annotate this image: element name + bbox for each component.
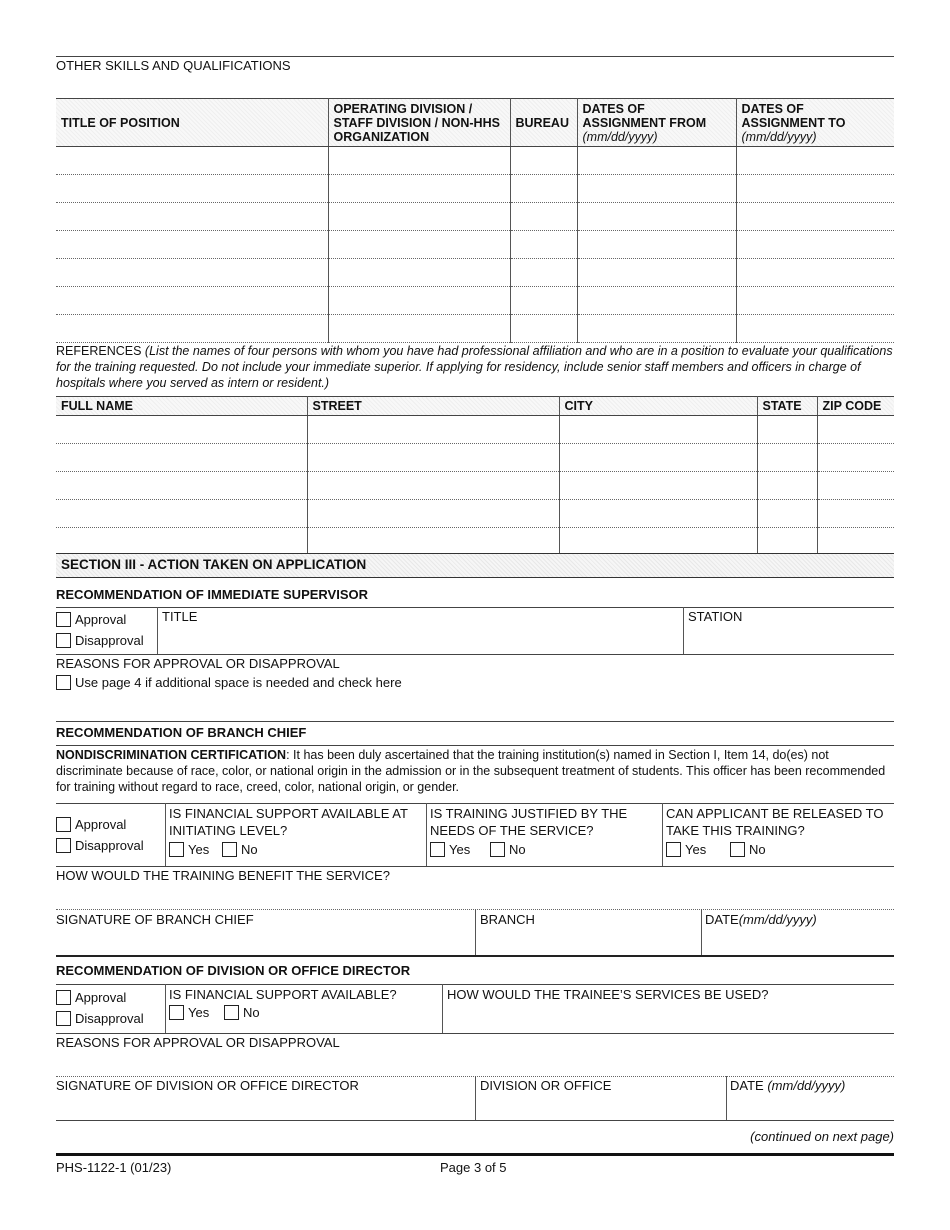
assignment-cell[interactable]	[736, 315, 894, 343]
assignment-cell[interactable]	[577, 315, 736, 343]
col-city: CITY	[559, 397, 757, 416]
nondiscrimination-certification: NONDISCRIMINATION CERTIFICATION: It has been duly ascertained that the training institution(s) named in Section I, Item 14, do(es) not discriminate because of race, color, or national origin in the admission or in the subsequent treatment of students. This officer has been recommended for training without regard to race, creed, color, national origin, or gender.	[56, 748, 886, 794]
col-operating-division: OPERATING DIVISION / STAFF DIVISION / NON-HHS ORGANIZATION	[328, 99, 510, 147]
assignment-cell[interactable]	[328, 231, 510, 259]
reference-cell[interactable]	[757, 472, 817, 500]
assignment-cell[interactable]	[328, 315, 510, 343]
director-approval-option[interactable]: Approval	[56, 990, 126, 1005]
reference-cell[interactable]	[559, 444, 757, 472]
reference-cell[interactable]	[56, 444, 307, 472]
reference-row	[56, 444, 894, 472]
branch-q3-no-checkbox[interactable]	[730, 842, 745, 857]
director-q1-yes[interactable]: Yes	[169, 1005, 209, 1020]
supervisor-approval-option[interactable]: Approval	[56, 612, 126, 627]
director-signature-field[interactable]	[56, 1096, 472, 1120]
branch-q3-no[interactable]: No	[730, 842, 766, 857]
assignment-cell[interactable]	[510, 231, 577, 259]
director-q-financial: IS FINANCIAL SUPPORT AVAILABLE?	[169, 987, 397, 1002]
col-title-of-position: TITLE OF POSITION	[56, 99, 328, 147]
assignment-cell[interactable]	[328, 203, 510, 231]
supervisor-approval-checkbox[interactable]	[56, 612, 71, 627]
supervisor-title-label: TITLE	[162, 609, 198, 624]
reference-cell[interactable]	[307, 444, 559, 472]
reference-cell[interactable]	[757, 500, 817, 528]
references-table	[56, 396, 894, 556]
reference-cell[interactable]	[817, 500, 894, 528]
assignment-cell[interactable]	[510, 147, 577, 175]
col-state: STATE	[757, 397, 817, 416]
assignment-cell[interactable]	[328, 287, 510, 315]
supervisor-extra-space-option[interactable]: Use page 4 if additional space is needed and check here	[56, 675, 402, 690]
assignment-cell[interactable]	[56, 147, 328, 175]
section-3-header: SECTION III - ACTION TAKEN ON APPLICATION	[56, 553, 894, 578]
reference-cell[interactable]	[56, 416, 307, 444]
assignment-row	[56, 175, 894, 203]
col-street: STREET	[307, 397, 559, 416]
assignment-cell[interactable]	[328, 147, 510, 175]
branch-q2-no[interactable]: No	[490, 842, 526, 857]
reference-cell[interactable]	[757, 528, 817, 556]
director-office-label: DIVISION OR OFFICE	[480, 1078, 612, 1093]
reference-cell[interactable]	[817, 416, 894, 444]
references-header-row	[56, 397, 894, 416]
branch-benefit-label: HOW WOULD THE TRAINING BENEFIT THE SERVICE?	[56, 868, 390, 883]
assignment-cell[interactable]	[577, 259, 736, 287]
col-dates-from: DATES OF ASSIGNMENT FROM (mm/dd/yyyy)	[577, 99, 736, 147]
reference-cell[interactable]	[307, 416, 559, 444]
branch-signature-label: SIGNATURE OF BRANCH CHIEF	[56, 912, 254, 927]
branch-disapproval-checkbox[interactable]	[56, 838, 71, 853]
assignment-cell[interactable]	[56, 259, 328, 287]
assignment-cell[interactable]	[736, 259, 894, 287]
branch-q2-yes[interactable]: Yes	[430, 842, 470, 857]
assignment-cell[interactable]	[510, 287, 577, 315]
director-date-field[interactable]	[729, 1096, 892, 1120]
assignment-row	[56, 147, 894, 175]
page-number: Page 3 of 5	[440, 1160, 507, 1175]
assignment-row	[56, 287, 894, 315]
assignment-cell[interactable]	[56, 175, 328, 203]
assignment-cell[interactable]	[510, 203, 577, 231]
reference-cell[interactable]	[307, 472, 559, 500]
branch-signature-field[interactable]	[56, 930, 472, 955]
branch-q3-yes-checkbox[interactable]	[666, 842, 681, 857]
assignments-header-row	[56, 99, 894, 147]
branch-date-label: DATE(mm/dd/yyyy)	[705, 912, 817, 927]
references-text	[56, 343, 894, 391]
reference-cell[interactable]	[757, 444, 817, 472]
assignment-cell[interactable]	[328, 259, 510, 287]
branch-q3-yes[interactable]: Yes	[666, 842, 706, 857]
director-heading: RECOMMENDATION OF DIVISION OR OFFICE DIRECTOR	[56, 963, 411, 978]
assignment-cell[interactable]	[56, 231, 328, 259]
assignment-row	[56, 315, 894, 343]
supervisor-rule	[56, 607, 894, 608]
branch-q-released: CAN APPLICANT BE RELEASED TO TAKE THIS TRAINING?	[666, 806, 884, 838]
assignment-cell[interactable]	[577, 287, 736, 315]
branch-branch-field[interactable]	[478, 930, 698, 955]
reference-cell[interactable]	[307, 500, 559, 528]
branch-q-justified: IS TRAINING JUSTIFIED BY THE NEEDS OF THE SERVICE?	[430, 806, 628, 838]
branch-approval-option[interactable]: Approval	[56, 817, 126, 832]
assignment-cell[interactable]	[510, 259, 577, 287]
director-office-field[interactable]	[478, 1096, 723, 1120]
assignment-cell[interactable]	[510, 315, 577, 343]
reference-cell[interactable]	[817, 444, 894, 472]
director-reasons-field[interactable]	[56, 1052, 894, 1075]
assignment-cell[interactable]	[510, 175, 577, 203]
supervisor-station-field[interactable]	[686, 626, 892, 653]
assignment-cell[interactable]	[56, 287, 328, 315]
assignments-table	[56, 98, 894, 343]
assignment-row	[56, 259, 894, 287]
top-rule	[56, 56, 894, 57]
reference-cell[interactable]	[559, 500, 757, 528]
reference-cell[interactable]	[559, 472, 757, 500]
col-full-name: FULL NAME	[56, 397, 307, 416]
reference-row	[56, 528, 894, 556]
assignment-cell[interactable]	[577, 203, 736, 231]
assignment-cell[interactable]	[736, 203, 894, 231]
branch-q1-yes[interactable]: Yes	[169, 842, 209, 857]
reference-row	[56, 472, 894, 500]
branch-disapproval-option[interactable]: Disapproval	[56, 838, 144, 853]
branch-chief-heading: RECOMMENDATION OF BRANCH CHIEF	[56, 725, 307, 740]
supervisor-heading: RECOMMENDATION OF IMMEDIATE SUPERVISOR	[56, 587, 369, 602]
other-skills-field[interactable]	[56, 75, 894, 97]
director-q1-no-checkbox[interactable]	[224, 1005, 239, 1020]
footer-rule	[56, 1153, 894, 1156]
branch-q2-yes-checkbox[interactable]	[430, 842, 445, 857]
director-q1-no[interactable]: No	[224, 1005, 260, 1020]
director-services-field[interactable]	[445, 1004, 892, 1031]
supervisor-station-label: STATION	[688, 609, 743, 624]
assignment-row	[56, 203, 894, 231]
director-disapproval-option[interactable]: Disapproval	[56, 1011, 144, 1026]
assignment-cell[interactable]	[736, 231, 894, 259]
branch-approval-checkbox[interactable]	[56, 817, 71, 832]
assignment-row	[56, 231, 894, 259]
branch-branch-label: BRANCH	[480, 912, 535, 927]
branch-q2-no-checkbox[interactable]	[490, 842, 505, 857]
reference-cell[interactable]	[56, 528, 307, 556]
branch-q1-no[interactable]: No	[222, 842, 258, 857]
reference-row	[56, 500, 894, 528]
supervisor-disapproval-checkbox[interactable]	[56, 633, 71, 648]
reference-cell[interactable]	[307, 528, 559, 556]
branch-benefit-field[interactable]	[56, 885, 894, 909]
assignment-cell[interactable]	[736, 147, 894, 175]
supervisor-reasons-field[interactable]	[56, 694, 894, 720]
references-label: REFERENCES	[56, 344, 142, 358]
director-q1-yes-checkbox[interactable]	[169, 1005, 184, 1020]
assignment-cell[interactable]	[577, 175, 736, 203]
reference-cell[interactable]	[817, 528, 894, 556]
assignment-cell[interactable]	[736, 175, 894, 203]
director-disapproval-checkbox[interactable]	[56, 1011, 71, 1026]
supervisor-title-field[interactable]	[160, 626, 680, 653]
other-skills-label: OTHER SKILLS AND QUALIFICATIONS	[56, 58, 291, 73]
reference-cell[interactable]	[56, 500, 307, 528]
reference-cell[interactable]	[817, 472, 894, 500]
assignment-cell[interactable]	[56, 203, 328, 231]
form-id: PHS-1122-1 (01/23)	[56, 1160, 172, 1175]
col-dates-to: DATES OF ASSIGNMENT TO (mm/dd/yyyy)	[736, 99, 894, 147]
branch-q1-yes-checkbox[interactable]	[169, 842, 184, 857]
supervisor-disapproval-option[interactable]: Disapproval	[56, 633, 144, 648]
references-instructions: (List the names of four persons with whom you have had professional affiliation and who are in a position to evaluate your qualifications for the training requested. Do not include your immediate superior. If applying for residency, include senior staff members and officers in charge of hospitals where you served as intern or resident.)	[56, 344, 893, 390]
reference-row	[56, 416, 894, 444]
supervisor-extra-space-checkbox[interactable]	[56, 675, 71, 690]
col-bureau: BUREAU	[510, 99, 577, 147]
assignment-cell[interactable]	[577, 147, 736, 175]
reference-cell[interactable]	[56, 472, 307, 500]
director-approval-checkbox[interactable]	[56, 990, 71, 1005]
assignment-cell[interactable]	[328, 175, 510, 203]
director-date-label: DATE (mm/dd/yyyy)	[730, 1078, 846, 1093]
assignment-cell[interactable]	[56, 315, 328, 343]
continued-note: (continued on next page)	[750, 1129, 894, 1144]
reference-cell[interactable]	[757, 416, 817, 444]
director-services-label: HOW WOULD THE TRAINEE’S SERVICES BE USED?	[447, 987, 769, 1002]
branch-q-financial: IS FINANCIAL SUPPORT AVAILABLE AT INITIATING LEVEL?	[169, 806, 408, 838]
director-signature-label: SIGNATURE OF DIVISION OR OFFICE DIRECTOR	[56, 1078, 359, 1093]
branch-q1-no-checkbox[interactable]	[222, 842, 237, 857]
reference-cell[interactable]	[559, 416, 757, 444]
assignment-cell[interactable]	[577, 231, 736, 259]
assignment-cell[interactable]	[736, 287, 894, 315]
director-reasons-label: REASONS FOR APPROVAL OR DISAPPROVAL	[56, 1035, 340, 1050]
branch-date-field[interactable]	[704, 930, 892, 955]
reference-cell[interactable]	[559, 528, 757, 556]
supervisor-reasons-label: REASONS FOR APPROVAL OR DISAPPROVAL	[56, 656, 340, 671]
col-zip-code: ZIP CODE	[817, 397, 894, 416]
